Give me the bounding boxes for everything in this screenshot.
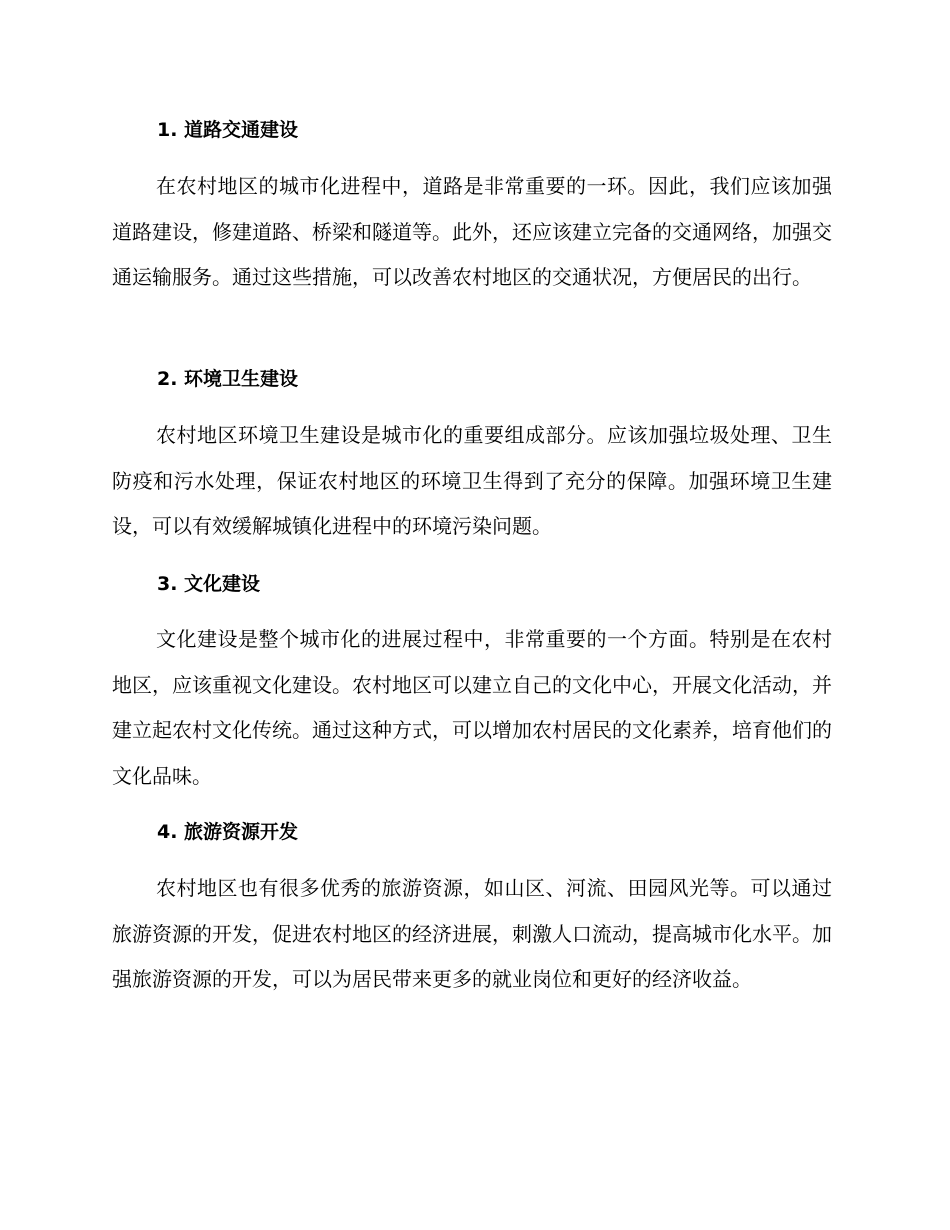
section-heading-tourism: 4. 旅游资源开发: [157, 821, 299, 843]
section-heading-environment: 2. 环境卫生建设: [157, 368, 299, 390]
section-body-culture: 文化建设是整个城市化的进展过程中，非常重要的一个方面。特别是在农村地区，应该重视文化建设。农村地区可以建立自己的文化中心，开展文化活动，并建立起农村文化传统。通过这种方式，可以增加农村居民的文化素养，培育他们的文化品味。: [112, 627, 832, 788]
section-body-tourism: 农村地区也有很多优秀的旅游资源，如山区、河流、田园风光等。可以通过旅游资源的开发，促进农村地区的经济进展，刺激人口流动，提高城市化水平。加强旅游资源的开发，可以为居民带来更多的就业岗位和更好的经济收益。: [112, 876, 832, 991]
section-heading-road-transport: 1. 道路交通建设: [157, 119, 299, 141]
section-body-road-transport: 在农村地区的城市化进程中，道路是非常重要的一环。因此，我们应该加强道路建设，修建道路、桥梁和隧道等。此外，还应该建立完备的交通网络，加强交通运输服务。通过这些措施，可以改善农村地区的交通状况，方便居民的出行。: [112, 174, 832, 289]
section-body-environment: 农村地区环境卫生建设是城市化的重要组成部分。应该加强垃圾处理、卫生防疫和污水处理，保证农村地区的环境卫生得到了充分的保障。加强环境卫生建设，可以有效缓解城镇化进程中的环境污染问题。: [112, 423, 832, 538]
section-heading-culture: 3. 文化建设: [157, 573, 261, 595]
